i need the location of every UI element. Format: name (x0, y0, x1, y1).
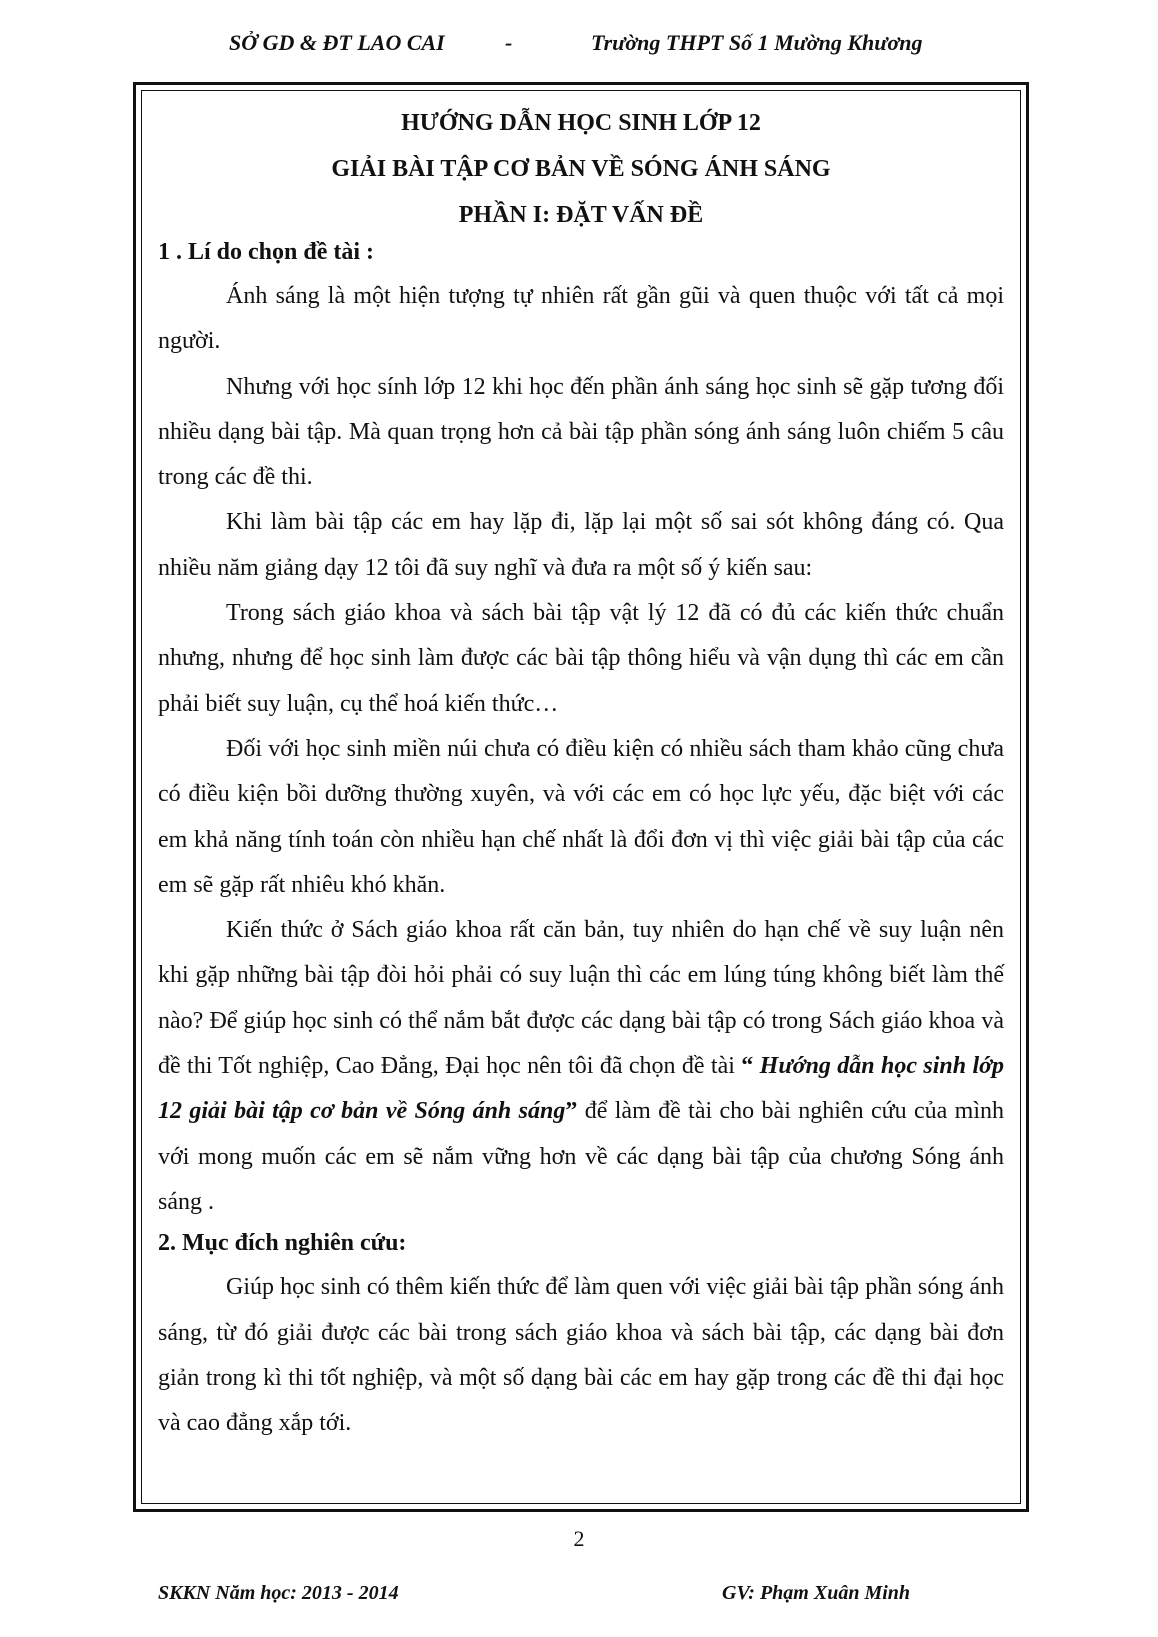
paragraph (158, 365, 1004, 501)
paragraph-text: Khi làm bài tập các em hay lặp đi, lặp lại một số sai sót không đáng có. Qua nhiều năm giảng dạy 12 tôi đã suy nghĩ và đưa ra một số ý kiến sau: (158, 509, 1004, 581)
footer-school-year: SKKN Năm học: 2013 - 2014 (158, 1582, 399, 1604)
section-1-heading: 1 . Lí do chọn đề tài : (158, 239, 375, 265)
page-header (0, 30, 1158, 66)
paragraph (158, 1265, 1004, 1446)
document-body (158, 100, 1004, 1446)
quote-close: ” (565, 1098, 578, 1125)
paragraph-text: Kiến thức ở Sách giáo khoa rất căn bản, tuy nhiên do hạn chế về suy luận nên khi gặp những bài tập đòi hỏi phải có suy luận thì các em lúng túng không biết làm thế nào? Để giúp học sinh có thể nắm bắt được các dạng bài tập có trong Sách giáo khoa và đề thi Tốt nghiệp, Cao Đẳng, Đại học nên tôi đã chọn đề tài (158, 917, 1004, 1080)
header-department: SỞ GD & ĐT LAO CAI (229, 30, 445, 55)
document-subtitle: GIẢI BÀI TẬP CƠ BẢN VỀ SÓNG ÁNH SÁNG (331, 156, 831, 182)
part-heading: PHẦN I: ĐẶT VẤN ĐỀ (458, 202, 704, 228)
footer-teacher: GV: Phạm Xuân Minh (722, 1582, 911, 1604)
paragraph-text: để làm đề tài cho bài nghiên cứu của mình với mong muốn các em sẽ nắm vững hơn về các dạng bài tập của chương Sóng ánh sáng . (158, 1098, 1005, 1215)
paragraph-text: Giúp học sinh có thêm kiến thức để làm quen với việc giải bài tập phần sóng ánh sáng, từ đó giải được các bài trong sách giáo khoa và sách bài tập, các dạng bài đơn giản trong kì thi tốt nghiệp, và một số dạng bài các em hay gặp trong các đề thi đại học và cao đẳng xắp tới. (158, 1274, 1004, 1437)
topic-title: Hướng dẫn học sinh lớp 12 giải bài tập cơ bản về Sóng ánh sáng (158, 1053, 1005, 1125)
header-separator: - (505, 30, 513, 55)
paragraph-text: Nhưng với học sính lớp 12 khi học đến phần ánh sáng học sinh sẽ gặp tương đối nhiều dạng bài tập. Mà quan trọng hơn cả bài tập phần sóng ánh sáng luôn chiếm 5 câu trong các đề thi. (158, 373, 1004, 491)
paragraph (158, 727, 1004, 908)
page-number: 2 (573, 1526, 585, 1551)
paragraph-text: Ánh sáng là một hiện tượng tự nhiên rất gần gũi và quen thuộc với tất cả mọi người. (158, 283, 1004, 355)
paragraph (158, 591, 1004, 727)
paragraph-topic-choice (158, 908, 1004, 1225)
paragraph-text: Trong sách giáo khoa và sách bài tập vật lý 12 đã có đủ các kiến thức chuẩn nhưng, nhưng để học sinh làm được các bài tập thông hiểu và vận dụng thì các em cần phải biết suy luận, cụ thể hoá kiến thức… (158, 600, 1004, 717)
page-footer (0, 1582, 1158, 1614)
paragraph-text: Đối với học sinh miền núi chưa có điều kiện có nhiều sách tham khảo cũng chưa có điều kiện bồi dưỡng thường xuyên, và với các em có học lực yếu, đặc biệt với các em khả năng tính toán còn nhiều hạn chế nhất là đổi đơn vị thì việc giải bài tập của các em sẽ gặp rất nhiêu khó khăn. (158, 735, 1004, 898)
quote-open: “ (741, 1053, 760, 1080)
paragraph (158, 500, 1004, 591)
header-school: Trường THPT Số 1 Mường Khương (591, 30, 923, 55)
paragraph (158, 274, 1004, 365)
section-2-heading: 2. Mục đích nghiên cứu: (158, 1230, 407, 1257)
document-title: HƯỚNG DẪN HỌC SINH LỚP 12 (401, 110, 761, 136)
